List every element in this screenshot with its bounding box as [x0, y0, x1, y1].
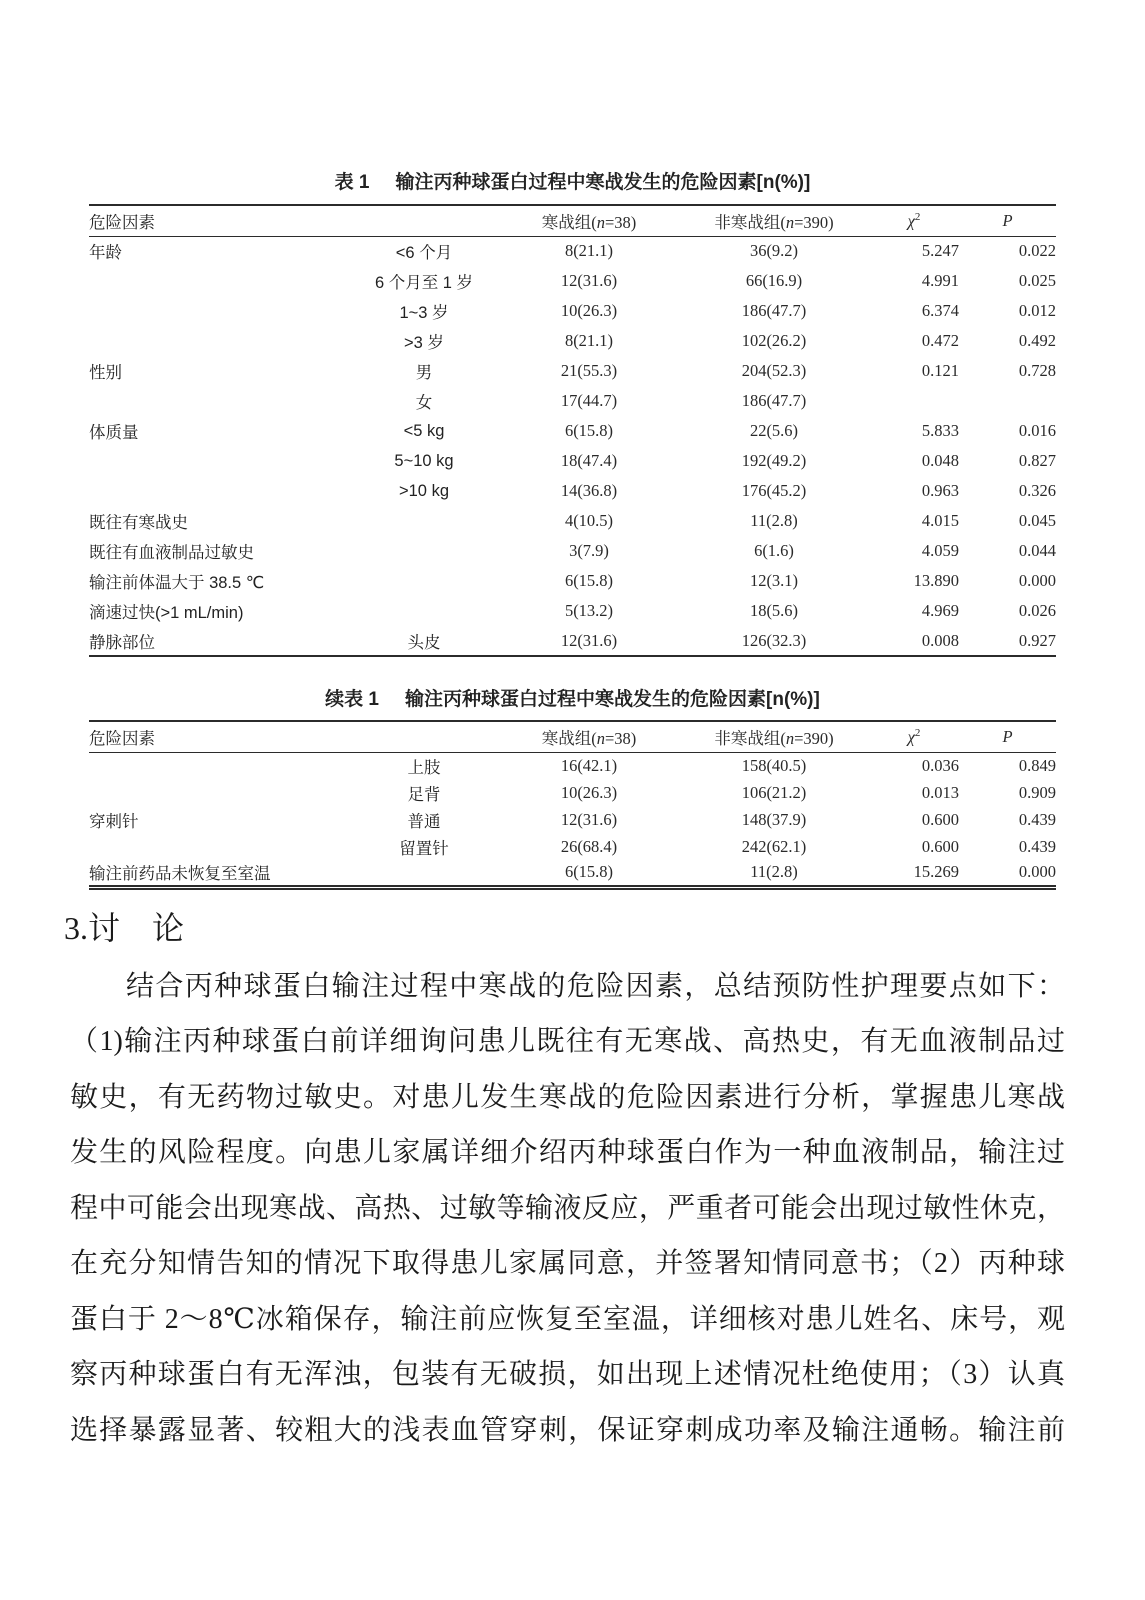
factor-cell: 既往有寒战史	[89, 514, 188, 532]
chi-square-cell: 5.833	[921, 421, 959, 440]
non-chill-group-cell: 186(47.7)	[741, 391, 807, 410]
table1-header-chi-square: $\chi^2$	[907, 210, 921, 230]
table2-header-sub	[349, 721, 499, 752]
non-chill-group-cell: 176(45.2)	[741, 481, 807, 500]
table2-caption	[89, 687, 1056, 713]
subcategory-cell: 5~10 kg	[394, 451, 454, 470]
p-value-cell: 0.439	[1018, 836, 1056, 856]
factor-cell	[89, 296, 349, 326]
subcategory-cell: 男	[415, 364, 433, 382]
table2-header-row	[89, 721, 1056, 752]
chill-group-cell: 21(55.3)	[560, 361, 618, 380]
chi-square-cell: 4.059	[921, 541, 959, 560]
factor-cell	[89, 266, 349, 296]
table-row	[89, 296, 1056, 326]
non-chill-group-cell: 22(5.6)	[749, 421, 799, 440]
table1-caption-label: 表 1	[334, 172, 370, 193]
chi-square-cell: 4.991	[921, 271, 959, 290]
chi-square-cell: 6.374	[921, 301, 959, 320]
subcategory-cell: >10 kg	[399, 481, 449, 500]
table-row	[89, 752, 1056, 779]
table-row	[89, 506, 1056, 536]
chi-square-cell: 0.013	[921, 782, 959, 802]
chi-square-cell: 0.008	[921, 630, 959, 650]
chill-group-cell: 6(15.8)	[564, 571, 614, 590]
table1-header-p-value: P	[1002, 210, 1013, 230]
table-row	[89, 566, 1056, 596]
table1-caption	[89, 0, 1056, 196]
p-value-cell	[959, 386, 1056, 416]
p-value-cell: 0.827	[1018, 451, 1056, 470]
chi-square-cell: 0.121	[921, 361, 959, 380]
factor-cell	[89, 779, 349, 806]
p-value-cell: 0.728	[1018, 361, 1056, 380]
chill-group-cell: 17(44.7)	[560, 391, 618, 410]
p-value-cell: 0.044	[1018, 541, 1056, 560]
chill-group-cell: 10(26.3)	[560, 782, 618, 802]
paragraph-line: 察丙种球蛋白有无浑浊，包装有无破损，如出现上述情况杜绝使用；（3）认真	[70, 1359, 1065, 1390]
table2-header-chi-square: $\chi^2$	[907, 726, 921, 746]
factor-cell: 性别	[89, 364, 122, 382]
table2-caption-title: 输注丙种球蛋白过程中寒战发生的危险因素[n(%)]	[405, 689, 820, 710]
chill-group-cell: 8(21.1)	[564, 241, 614, 261]
chi-square-cell: 13.890	[913, 571, 959, 590]
chill-group-cell: 12(31.6)	[560, 271, 618, 290]
chill-group-cell: 5(13.2)	[564, 601, 614, 620]
factor-cell	[89, 476, 349, 506]
subcategory-cell	[349, 860, 499, 887]
subcategory-cell: 足背	[407, 785, 441, 804]
p-value-cell: 0.000	[1018, 862, 1056, 882]
chill-group-cell: 26(68.4)	[560, 836, 618, 856]
non-chill-group-cell: 12(3.1)	[749, 571, 799, 590]
table1-header	[89, 205, 1056, 236]
chi-square-cell: 0.963	[921, 481, 959, 500]
chill-group-cell: 10(26.3)	[560, 301, 618, 320]
chi-square-cell: 0.036	[921, 755, 959, 775]
subcategory-cell: 上肢	[407, 758, 441, 777]
discussion-paragraph	[70, 959, 1065, 1459]
non-chill-group-cell: 204(52.3)	[741, 361, 807, 380]
chill-group-cell: 8(21.1)	[564, 331, 614, 350]
chi-square-cell: 0.048	[921, 451, 959, 470]
table2-header	[89, 721, 1056, 752]
subcategory-cell: 头皮	[407, 633, 441, 652]
non-chill-group-cell: 106(21.2)	[741, 782, 807, 802]
non-chill-group-cell: 11(2.8)	[750, 862, 798, 882]
chi-square-cell: 0.472	[921, 331, 959, 350]
p-value-cell: 0.016	[1018, 421, 1056, 440]
subcategory-cell: 留置针	[399, 839, 449, 858]
non-chill-group-cell: 126(32.3)	[741, 630, 807, 650]
table1-header-sub	[349, 205, 499, 236]
table2-body	[89, 752, 1056, 887]
table1-header-group2: 非寒战组(n=390)	[714, 212, 834, 232]
paragraph-line: 敏史，有无药物过敏史。对患儿发生寒战的危险因素进行分析，掌握患儿寒战	[70, 1081, 1065, 1113]
non-chill-group-cell: 242(62.1)	[741, 836, 807, 856]
table-row	[89, 596, 1056, 626]
non-chill-group-cell: 18(5.6)	[749, 601, 799, 620]
chill-group-cell: 6(15.8)	[564, 421, 614, 440]
p-value-cell: 0.439	[1018, 809, 1056, 829]
non-chill-group-cell: 36(9.2)	[749, 241, 799, 261]
subcategory-cell	[349, 506, 499, 536]
table-row	[89, 266, 1056, 296]
chill-group-cell: 6(15.8)	[564, 862, 614, 882]
table-row	[89, 536, 1056, 566]
factor-cell	[89, 326, 349, 356]
p-value-cell: 0.849	[1018, 755, 1056, 775]
chi-square-cell: 4.015	[921, 511, 959, 530]
discussion-heading: 3.讨 论	[64, 909, 185, 946]
factor-cell: 既往有血液制品过敏史	[89, 544, 254, 562]
table1-header-row	[89, 205, 1056, 236]
non-chill-group-cell: 11(2.8)	[750, 511, 798, 530]
factor-cell	[89, 833, 349, 860]
factor-cell: 年龄	[89, 244, 122, 263]
chi-square-cell: 0.600	[921, 809, 959, 829]
table-row	[89, 326, 1056, 356]
risk-factor-table-1	[89, 204, 1056, 657]
paragraph-line: 蛋白于 2～8℃冰箱保存，输注前应恢复至室温，详细核对患儿姓名、床号，观	[70, 1303, 1065, 1335]
subcategory-cell: 6 个月至 1 岁	[374, 274, 474, 292]
chi-square-cell: 0.600	[921, 836, 959, 856]
table-row	[89, 446, 1056, 476]
factor-cell: 静脉部位	[89, 633, 155, 652]
paragraph-line: 发生的风险程度。向患儿家属详细介绍丙种球蛋白作为一种血液制品，输注过	[70, 1137, 1065, 1168]
factor-cell	[89, 446, 349, 476]
factor-cell	[89, 752, 349, 779]
non-chill-group-cell: 148(37.9)	[741, 809, 807, 829]
chill-group-cell: 4(10.5)	[564, 511, 614, 530]
table2-header-factor: 危险因素	[89, 729, 155, 748]
subcategory-cell: 女	[415, 394, 433, 412]
risk-factor-table-continued	[89, 720, 1056, 890]
factor-cell: 体质量	[89, 424, 139, 442]
table1-header-factor: 危险因素	[89, 213, 155, 232]
subcategory-cell: <6 个月	[395, 244, 453, 263]
p-value-cell: 0.012	[1018, 301, 1056, 320]
p-value-cell: 0.022	[1018, 241, 1056, 261]
p-value-cell: 0.045	[1018, 511, 1056, 530]
subcategory-cell	[349, 596, 499, 626]
non-chill-group-cell: 102(26.2)	[741, 331, 807, 350]
subcategory-cell: >3 岁	[404, 334, 444, 352]
paragraph-line: （1)输注丙种球蛋白前详细询问患儿既往有无寒战、高热史，有无血液制品过	[70, 1026, 1065, 1057]
non-chill-group-cell: 186(47.7)	[741, 301, 807, 320]
chi-square-cell: 5.247	[921, 241, 959, 261]
paragraph-line: 程中可能会出现寒战、高热、过敏等输液反应，严重者可能会出现过敏性休克，	[70, 1192, 1065, 1224]
subcategory-cell: 1~3 岁	[399, 304, 449, 322]
p-value-cell: 0.000	[1018, 571, 1056, 590]
paragraph-line: 结合丙种球蛋白输注过程中寒战的危险因素，总结预防性护理要点如下：	[126, 970, 1065, 1002]
subcategory-cell	[349, 536, 499, 566]
factor-cell: 滴速过快(>1 mL/min)	[89, 604, 244, 622]
p-value-cell: 0.492	[1018, 331, 1056, 350]
table1-caption-title: 输注丙种球蛋白过程中寒战发生的危险因素[n(%)]	[395, 172, 811, 193]
p-value-cell: 0.025	[1018, 271, 1056, 290]
non-chill-group-cell: 158(40.5)	[741, 755, 807, 775]
table1-body	[89, 236, 1056, 656]
paragraph-line: 选择暴露显著、较粗大的浅表血管穿刺，保证穿刺成功率及输注通畅。输注前	[70, 1414, 1065, 1446]
table1-header-group1: 寒战组(n=38)	[541, 212, 637, 232]
table-row	[89, 833, 1056, 860]
chill-group-cell: 16(42.1)	[560, 755, 618, 775]
table-row	[89, 779, 1056, 806]
table2-caption-label: 续表 1	[325, 689, 380, 710]
subcategory-cell: <5 kg	[403, 421, 445, 440]
non-chill-group-cell: 6(1.6)	[754, 541, 794, 560]
chi-square-cell: 4.969	[921, 601, 959, 620]
subcategory-cell: 普通	[407, 812, 441, 831]
non-chill-group-cell: 192(49.2)	[741, 451, 807, 470]
chill-group-cell: 18(47.4)	[560, 451, 618, 470]
subcategory-cell	[349, 566, 499, 596]
table-row	[89, 806, 1056, 833]
chill-group-cell: 12(31.6)	[560, 809, 618, 829]
p-value-cell: 0.026	[1018, 601, 1056, 620]
table-row	[89, 386, 1056, 416]
factor-cell	[89, 386, 349, 416]
chi-square-cell: 15.269	[913, 862, 959, 882]
p-value-cell: 0.909	[1018, 782, 1056, 802]
chill-group-cell: 12(31.6)	[560, 630, 618, 650]
chill-group-cell: 3(7.9)	[569, 541, 609, 560]
table-row	[89, 860, 1056, 887]
p-value-cell: 0.326	[1018, 481, 1056, 500]
non-chill-group-cell: 66(16.9)	[745, 271, 803, 290]
table-row	[89, 626, 1056, 656]
table-row	[89, 356, 1056, 386]
chi-square-cell	[869, 386, 959, 416]
factor-cell: 输注前体温大于 38.5 ℃	[89, 574, 265, 592]
factor-cell: 穿刺针	[89, 812, 139, 831]
factor-cell: 输注前药品未恢复至室温	[89, 865, 271, 884]
table-row	[89, 416, 1056, 446]
table-row	[89, 476, 1056, 506]
p-value-cell: 0.927	[1018, 630, 1056, 650]
table2-header-group1: 寒战组(n=38)	[541, 728, 637, 748]
chill-group-cell: 14(36.8)	[560, 481, 618, 500]
table-row	[89, 236, 1056, 266]
table2-header-p-value: P	[1002, 726, 1013, 746]
table2-header-group2: 非寒战组(n=390)	[714, 728, 834, 748]
paragraph-line: 在充分知情告知的情况下取得患儿家属同意，并签署知情同意书；（2）丙种球	[70, 1248, 1065, 1279]
